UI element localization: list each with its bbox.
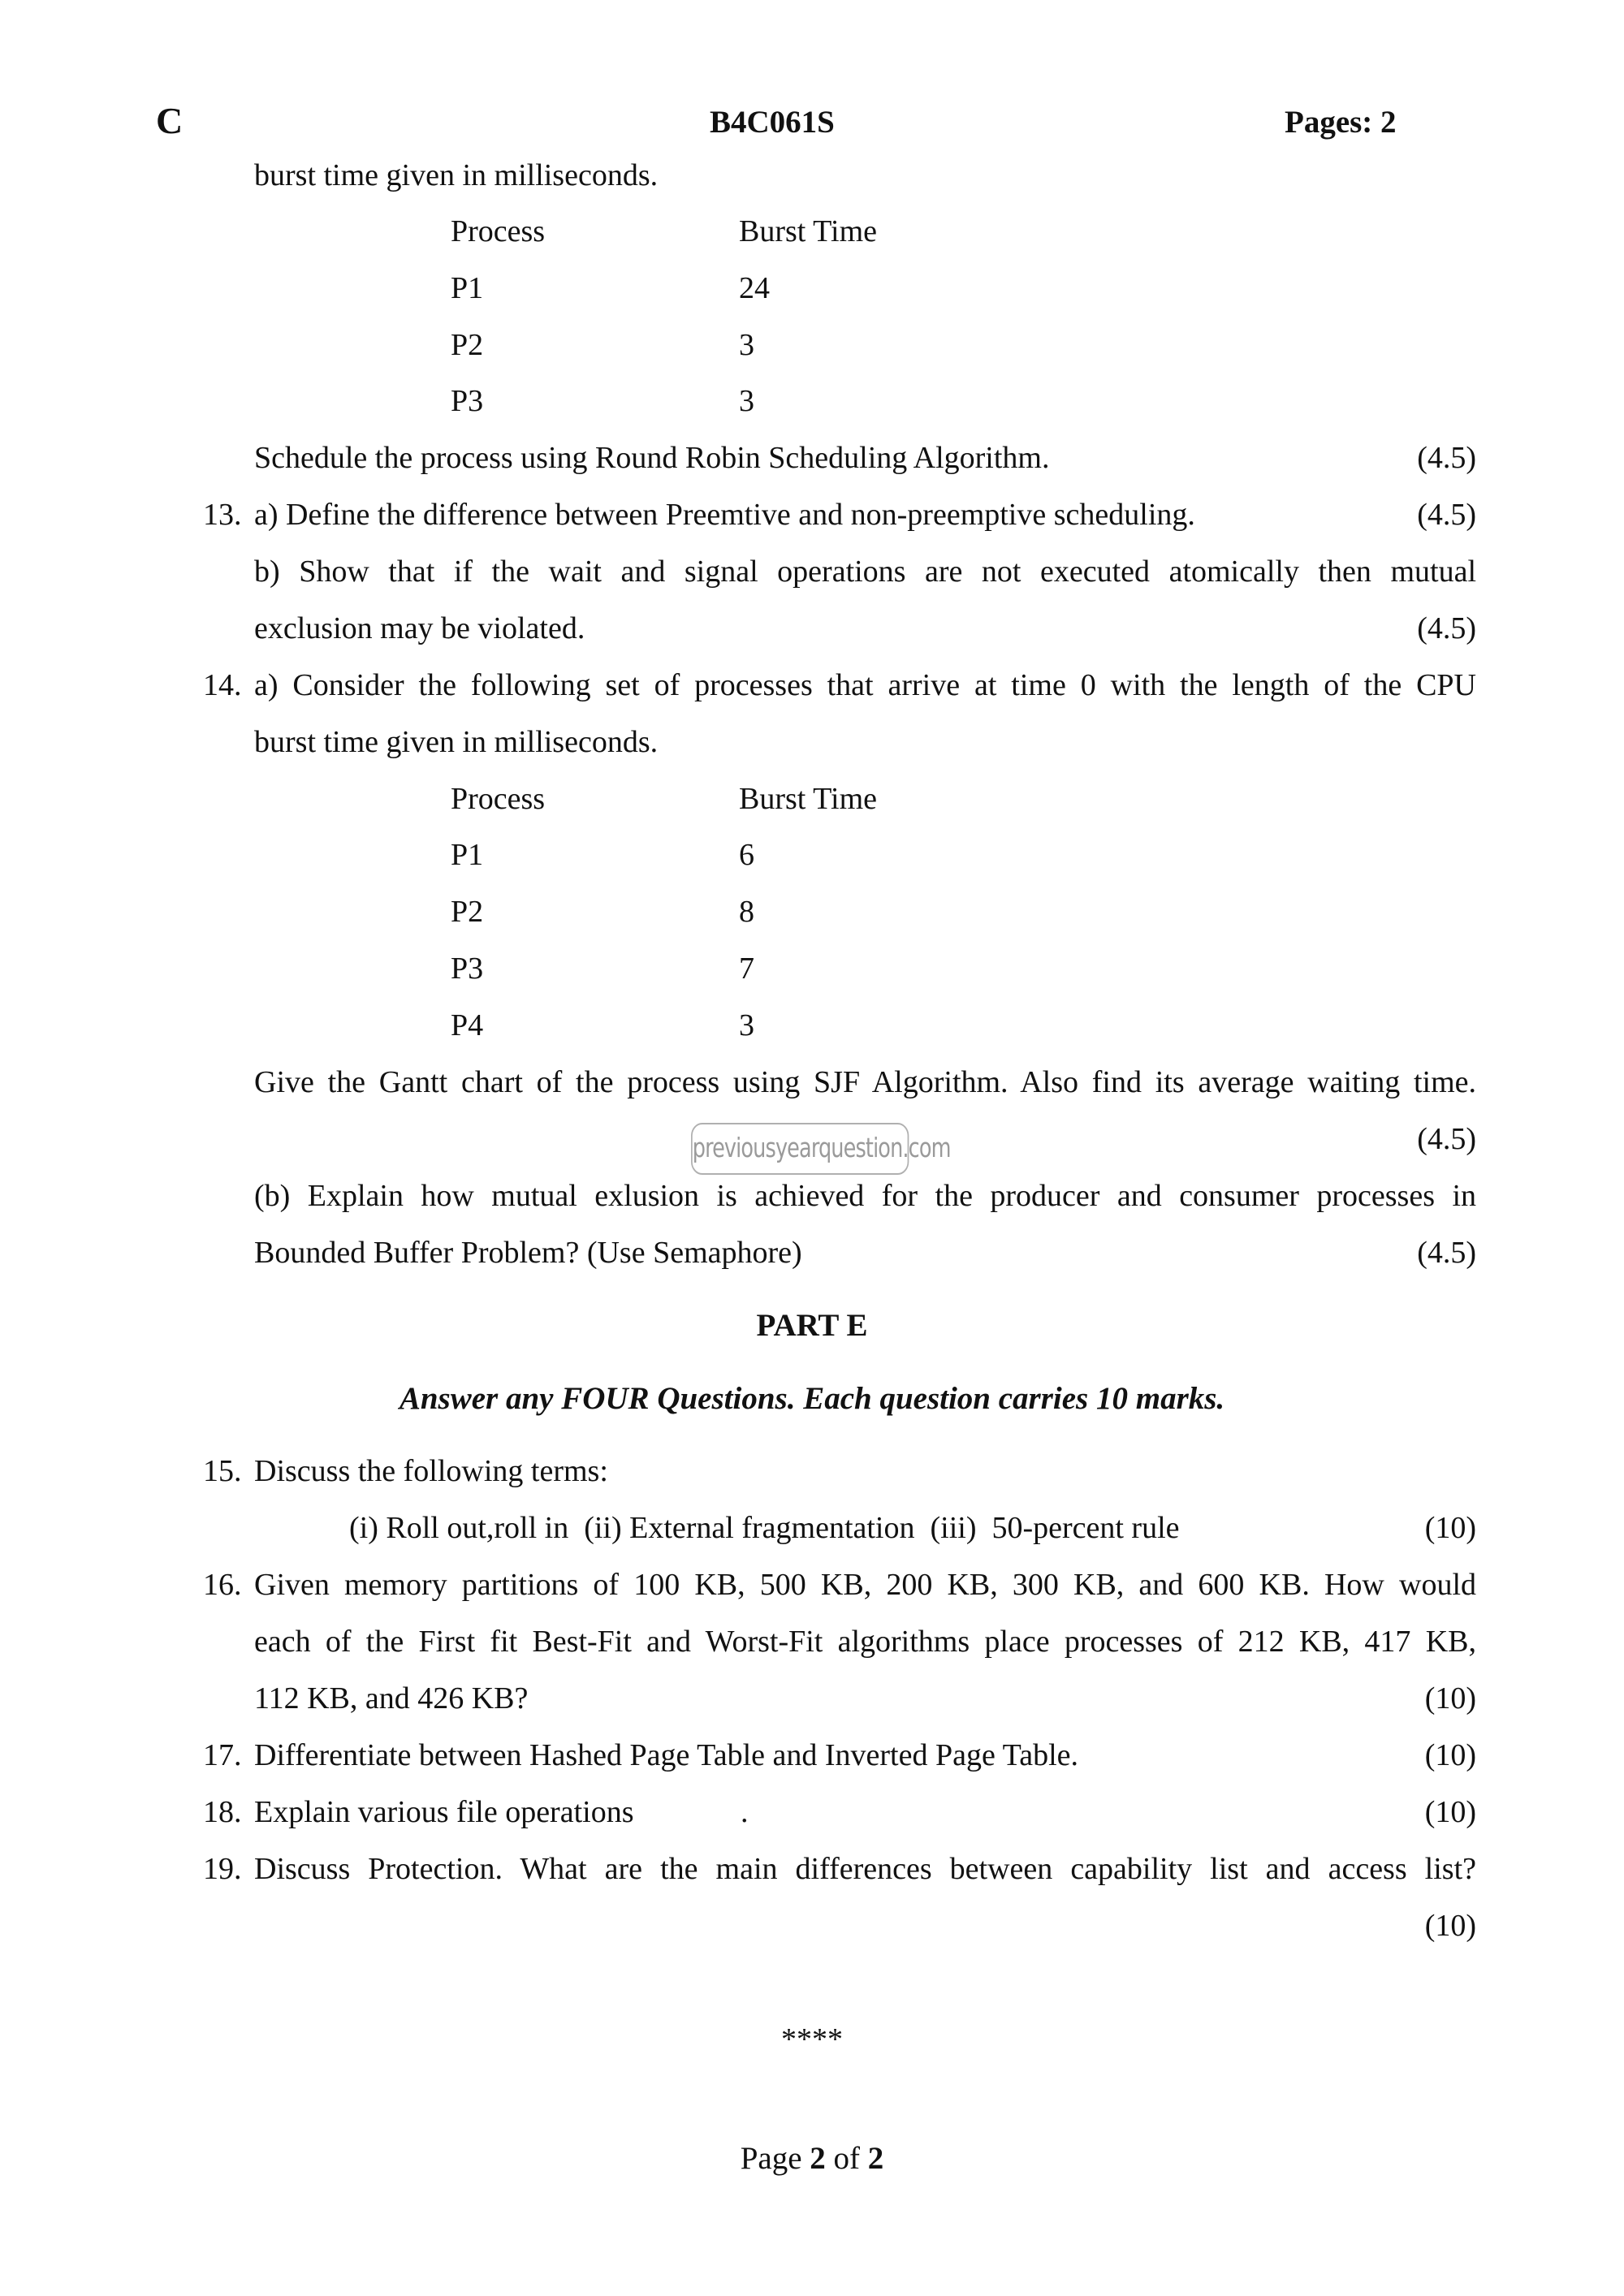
q16-line3: 112 KB, and 426 KB? [254,1681,529,1716]
q12-table-header-process: Process [451,214,546,248]
q19-marks: (10) [1424,1909,1476,1943]
q19-text: Discuss Protection. What are the main differences between capability list and access list? [254,1852,1476,1886]
q19-number: 19. [203,1852,242,1886]
q14b-line2: Bounded Buffer Problem? (Use Semaphore) [254,1236,802,1270]
q13b-line2: exclusion may be violated. [254,611,585,645]
q15-marks: (10) [1424,1511,1476,1545]
q14-table-cell: P2 [451,895,484,929]
q13a-marks: (4.5) [1417,498,1476,532]
q18-text: Explain various file operations [254,1795,634,1829]
q14a-line1: a) Consider the following set of processes that arrive at time 0 with the length of the CPU [254,668,1476,702]
q13-number: 13. [203,498,242,532]
q14-table-header-process: Process [451,782,546,816]
end-mark: **** [781,2022,843,2056]
footer-of-label: of [833,2141,861,2176]
footer-total-pages: 2 [867,2141,884,2176]
q16-line1: Given memory partitions of 100 KB, 500 KB, 200 KB, 300 KB, and 600 KB. How would [254,1568,1476,1602]
q14-table-cell: 8 [739,895,754,929]
q13a-text: a) Define the difference between Preemtive and non-preemptive scheduling. [254,498,1195,532]
page-count: Pages: 2 [1285,105,1397,140]
q12-table-cell: 3 [739,328,754,362]
footer-page-label: Page [740,2141,802,2176]
footer-current-page: 2 [810,2141,826,2176]
q14b-marks: (4.5) [1417,1236,1476,1270]
q14a-instruction: Give the Gantt chart of the process using SJF Algorithm. Also find its average waiting time. [254,1065,1476,1099]
q12-table-header-burst: Burst Time [739,214,878,248]
q16-number: 16. [203,1568,242,1602]
q14-number: 14. [203,668,242,702]
q14b-line1: (b) Explain how mutual exlusion is achieved for the producer and consumer processes in [254,1179,1476,1213]
q12-marks: (4.5) [1417,441,1476,475]
q13b-marks: (4.5) [1417,611,1476,645]
q16-marks: (10) [1424,1681,1476,1716]
q13b-line1: b) Show that if the wait and signal operations are not executed atomically then mutual [254,555,1476,589]
q12-table-cell: P2 [451,328,484,362]
q14-table-header-burst: Burst Time [739,782,878,816]
q14-table-cell: 6 [739,838,754,872]
q17-marks: (10) [1424,1738,1476,1772]
q12-line: burst time given in milliseconds. [254,158,659,192]
q17-number: 17. [203,1738,242,1772]
page-footer [0,2140,1624,2177]
q14-table-cell: 3 [739,1008,754,1042]
q16-line2: each of the First fit Best-Fit and Worst-Fit algorithms place processes of 212 KB, 417 KB, [254,1625,1476,1659]
q14a-line2: burst time given in milliseconds. [254,725,659,759]
watermark-logo: previousyearquestion.com [691,1123,909,1175]
q15-line2: (i) Roll out,roll in (ii) External fragmentation (iii) 50-percent rule [349,1511,1180,1545]
q17-text: Differentiate between Hashed Page Table and Inverted Page Table. [254,1738,1078,1772]
q12-table-cell: 24 [739,271,770,305]
q18-dot: . [741,1795,749,1829]
q12-table-cell: P3 [451,384,484,418]
q15-line1: Discuss the following terms: [254,1454,608,1488]
q14a-marks: (4.5) [1417,1122,1476,1156]
q14-table-cell: P1 [451,838,484,872]
q15-number: 15. [203,1454,242,1488]
q12-instruction: Schedule the process using Round Robin Scheduling Algorithm. [254,441,1050,475]
q12-table-cell: P1 [451,271,484,305]
q14-table-cell: 7 [739,952,754,986]
q14-table-cell: P3 [451,952,484,986]
q18-number: 18. [203,1795,242,1829]
paper-set-letter: C [156,100,184,141]
q12-table-cell: 3 [739,384,754,418]
q14-table-cell: P4 [451,1008,484,1042]
part-e-instruction: Answer any FOUR Questions. Each question carries 10 marks. [399,1381,1225,1416]
part-e-title: PART E [756,1308,868,1343]
q18-marks: (10) [1424,1795,1476,1829]
paper-code: B4C061S [710,105,835,140]
